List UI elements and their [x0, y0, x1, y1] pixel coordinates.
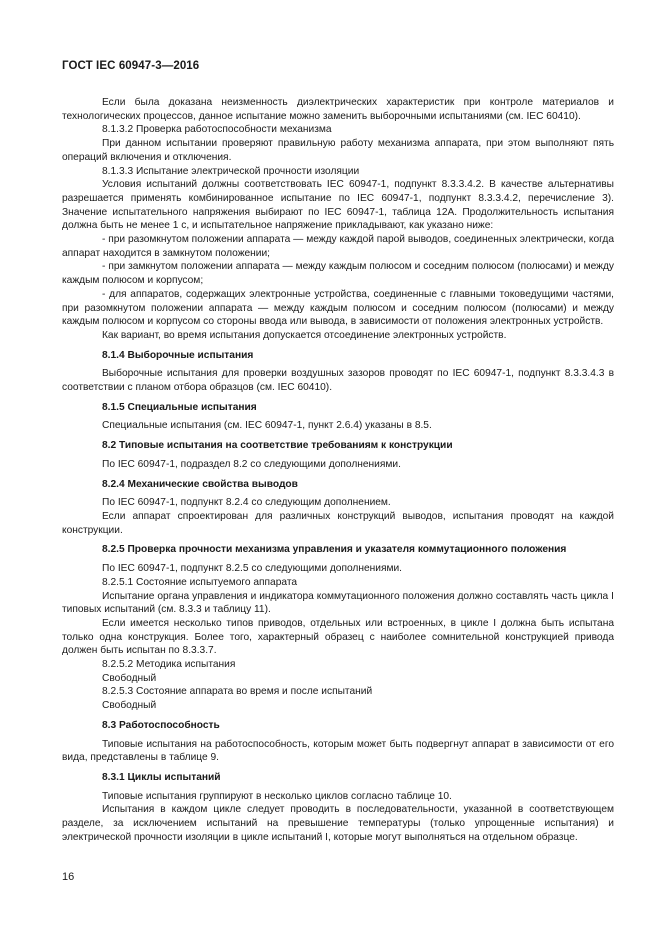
paragraph: Испытание органа управления и индикатора коммутационного положения должно составлять часть цикла I типовых испытаний (см. 8.3.3 и таблицу 11).	[62, 590, 614, 616]
section-heading: 8.2 Типовые испытания на соответствие требованиям к конструкции	[102, 440, 453, 452]
paragraph: Если аппарат спроектирован для различных конструкций выводов, испытания проводят на каждой конструкции.	[62, 510, 614, 536]
subsection-title: 8.2.5.2 Методика испытания	[102, 659, 236, 671]
list-item: - при разомкнутом положении аппарата — между каждой парой выводов, соединенных электрически, когда аппарат находится в замкнутом положении;	[62, 234, 614, 259]
subsection-title: 8.2.5.3 Состояние аппарата во время и после испытаний	[102, 686, 373, 698]
section-heading: 8.2.4 Механические свойства выводов	[102, 478, 298, 490]
subsection-title: 8.1.3.3 Испытание электрической прочности изоляции	[102, 165, 360, 177]
paragraph: По IEC 60947-1, подраздел 8.2 со следующими дополнениями.	[102, 458, 401, 470]
document-header: ГОСТ IEC 60947-3—2016	[62, 60, 200, 72]
section-heading: 8.3.1 Циклы испытаний	[102, 771, 221, 783]
paragraph: Специальные испытания (см. IEC 60947-1, пункт 2.6.4) указаны в 8.5.	[102, 420, 432, 432]
paragraph: По IEC 60947-1, подпункт 8.2.4 со следующим дополнением.	[102, 497, 391, 509]
section-heading: 8.2.5 Проверка прочности механизма управления и указателя коммутационного положения	[102, 544, 567, 556]
paragraph: Выборочные испытания для проверки воздушных зазоров проводят по IEC 60947-1, подпункт 8.3.3.4.3 в соответствии с планом отбора образцов (см. IEC 60410).	[62, 368, 614, 394]
paragraph: Испытания в каждом цикле следует проводить в последовательности, указанной в соответствующем разделе, за исключением испытаний на превышение температуры (только упрощенные испытания) и электрической прочности изоляции в цикле испытаний I, которые могут выполняться на отдельном образце.	[62, 804, 614, 843]
paragraph: Если была доказана неизменность диэлектрических характеристик при контроле материалов и технологических процессов, данное испытание можно заменить выборочными испытаниями (см. IEC 60410).	[62, 97, 614, 122]
document-body	[62, 96, 614, 844]
section-heading: 8.1.4 Выборочные испытания	[102, 349, 254, 361]
section-heading: 8.3 Работоспособность	[102, 719, 220, 731]
paragraph: Типовые испытания на работоспособность, которым может быть подвергнут аппарат в зависимости от его вида, представлены в таблице 9.	[62, 738, 614, 764]
paragraph: Свободный	[102, 672, 157, 684]
paragraph: Условия испытаний должны соответствовать IEC 60947-1, подпункт 8.3.3.4.2. В качестве альтернативы разрешается применять комбинированное испытание по IEC 60947-1, подпункт 8.3.3.4.2, перечисление 3). Значение испытательного напряжения выбирают по IEC 60947-1, таблица 12А. Продолжительность испытания должна быть не менее 1 с, и испытательное напряжение прикладывают, как указано ниже:	[62, 179, 614, 232]
paragraph: Типовые испытания группируют в несколько циклов согласно таблице 10.	[102, 790, 452, 802]
list-item: - для аппаратов, содержащих электронные устройства, соединенные с главными токоведущими частями, при разомкнутом положении аппарата — между каждым полюсом и соседним полюсом (полюсами) и между каждым полюсом и корпусом со стороны ввода или вывода, в зависимости от положения электронных устройств.	[62, 288, 614, 328]
paragraph: Свободный	[102, 700, 157, 712]
paragraph: Если имеется несколько типов приводов, отдельных или встроенных, в цикле I должна быть испытана только одна конструкция. Более того, характерный образец с наиболее сомнительной конструкцией привода должен быть испытан по 8.3.3.7.	[62, 617, 614, 657]
paragraph: Как вариант, во время испытания допускается отсоединение электронных устройств.	[102, 329, 507, 341]
section-heading: 8.1.5 Специальные испытания	[102, 401, 257, 413]
paragraph: По IEC 60947-1, подпункт 8.2.5 со следующими дополнениями.	[102, 563, 402, 575]
page-number: 16	[62, 871, 75, 883]
subsection-title: 8.1.3.2 Проверка работоспособности механизма	[102, 124, 332, 136]
paragraph: При данном испытании проверяют правильную работу механизма аппарата, при этом выполняют пять операций включения и отключения.	[62, 138, 614, 163]
list-item: - при замкнутом положении аппарата — между каждым полюсом и соседним полюсом (полюсами) и между каждым полюсом и корпусом;	[62, 261, 614, 287]
subsection-title: 8.2.5.1 Состояние испытуемого аппарата	[102, 576, 298, 588]
